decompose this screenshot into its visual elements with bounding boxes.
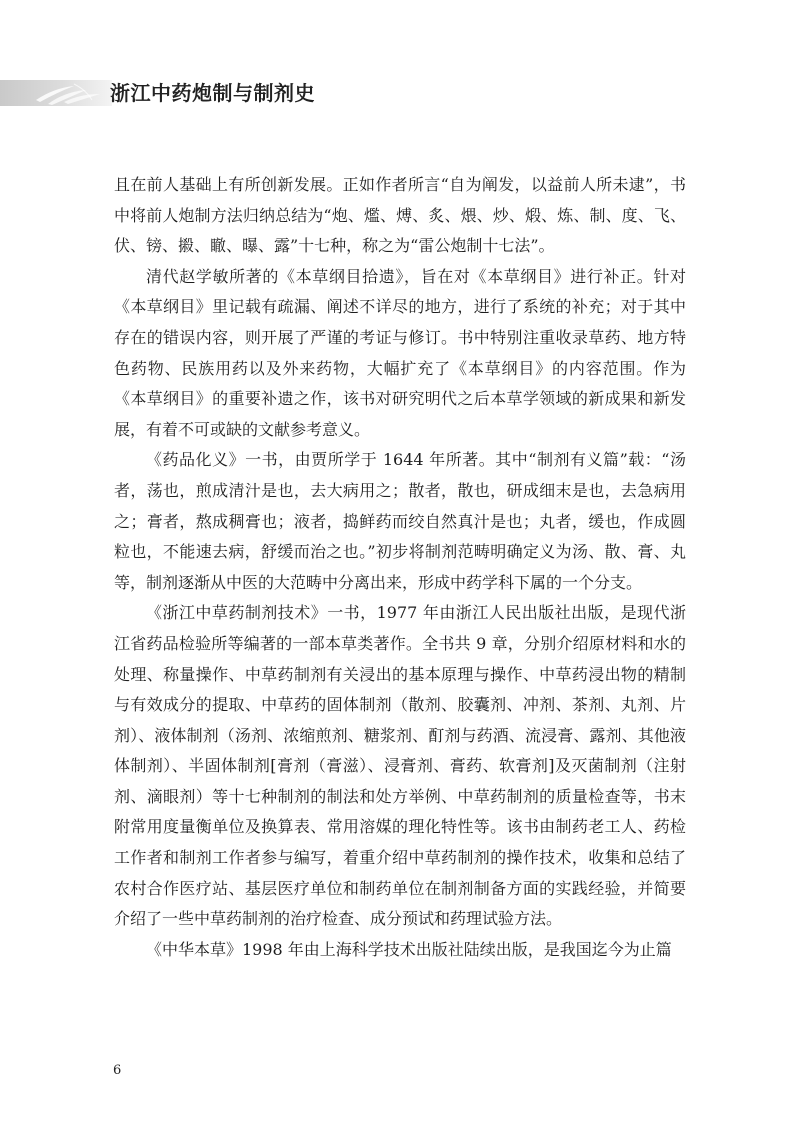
running-header-title: 浙江中药炮制与制剂史 [110,81,315,105]
body-text [114,170,686,965]
page-number: 6 [113,1063,122,1078]
paragraph-bencao-gangmu-shiyi: 清代赵学敏所著的《本草纲目拾遗》，旨在对《本草纲目》进行补正。针对《本草纲目》里记载有疏漏、阐述不详尽的地方，进行了系统的补充；对于其中存在的错误内容，则开展了严谨的考证与修订。书中特别注重收录草药、地方特色药物、民族用药以及外来药物，大幅扩充了《本草纲目》的内容范围。作为《本草纲目》的重要补遗之作，该书对研究明代之后本草学领域的新成果和新发展，有着不可或缺的文献参考意义。 [114,266,686,439]
paragraph-yaopin-huayi: 《药品化义》一书，由贾所学于 1644 年所著。其中“制剂有义篇”载：“汤者，荡也，煎成清汁是也，去大病用之；散者，散也，研成细末是也，去急病用之；膏者，熬成稠膏也；液者，捣鲜药而绞自然真汁是也；丸者，缓也，作成圆粒也，不能速去病，舒缓而治之也。”初步将制剂范畴明确定义为汤、散、膏、丸等，制剂逐渐从中医的大范畴中分离出来，形成中药学科下属的一个分支。 [114,450,686,592]
paragraph-zhejiang-zhicao-yao: 《浙江中草药制剂技术》一书，1977 年由浙江人民出版社出版，是现代浙江省药品检验所等编著的一部本草类著作。全书共 9 章，分别介绍原材料和水的处理、称量操作、中草药制剂有关浸出的基本原理与操作、中草药浸出物的精制与有效成分的提取、中草药的固体制剂（散剂、胶囊剂、冲剂、茶剂、丸剂、片剂）、液体制剂（汤剂、浓缩煎剂、糖浆剂、酊剂与药酒、流浸膏、露剂、其他液体制剂）、半固体制剂[膏剂（膏滋）、浸膏剂、膏药、软膏剂]及灭菌制剂（注射剂、滴眼剂）等十七种制剂的制法和处方举例、中草药制剂的质量检查等，书末附常用度量衡单位及换算表、常用溶媒的理化特性等。该书由制药老工人、药检工作者和制剂工作者参与编写，着重介绍中草药制剂的操作技术，收集和总结了农村合作医疗站、基层医疗单位和制药单位在制剂制备方面的实践经验，并简要介绍了一些中草药制剂的治疗检查、成分预试和药理试验方法。 [114,603,686,929]
paragraph-zhonghua-bencao: 《中华本草》1998 年由上海科学技术出版社陆续出版，是我国迄今为止篇 [146,939,672,959]
bamboo-leaf-ornament [34,80,114,106]
paragraph-continued: 且在前人基础上有所创新发展。正如作者所言“自为阐发，以益前人所未逮”，书中将前人炮制方法归纳总结为“炮、爁、煿、炙、煨、炒、煅、炼、制、度、飞、伏、镑、摋、瞮、曝、露”十七种，称之为“雷公炮制十七法”。 [114,175,686,256]
